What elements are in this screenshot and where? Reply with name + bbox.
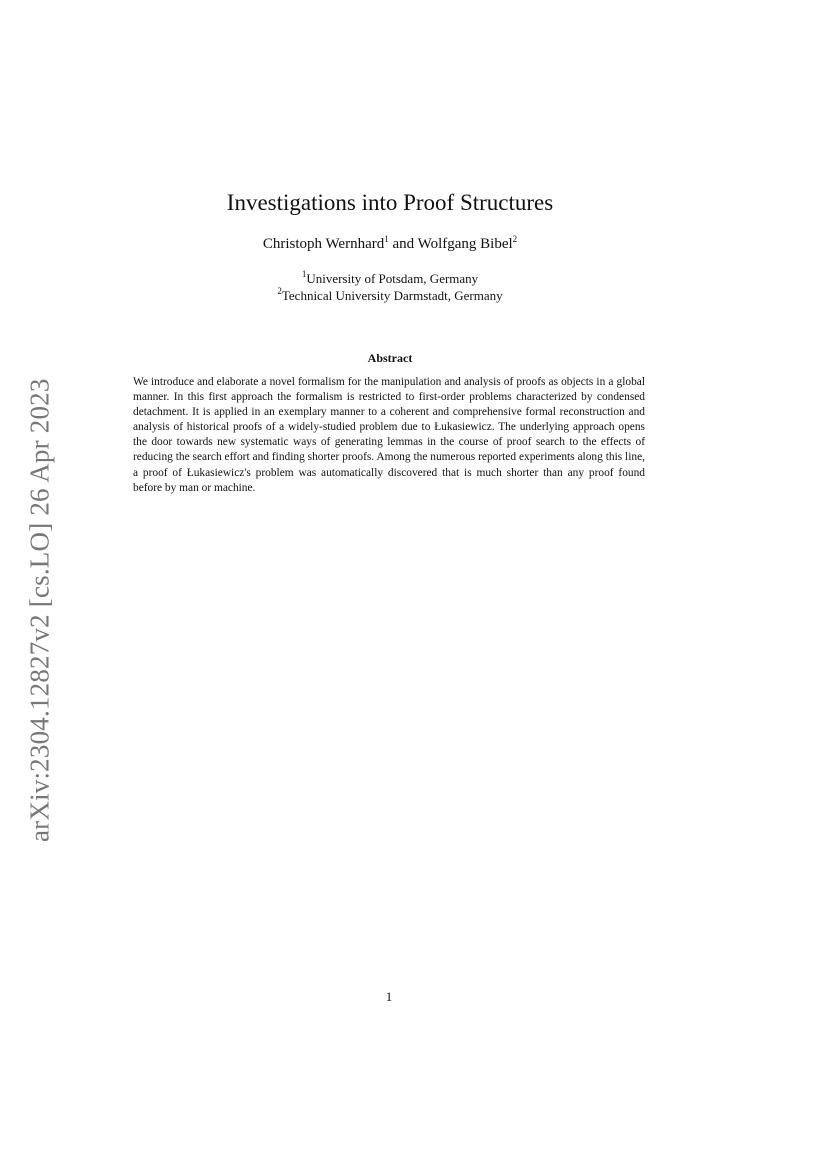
affiliation-text: Technical University Darmstadt, Germany (281, 288, 503, 303)
affiliation-mark: 1 (301, 269, 307, 279)
author-line (130, 236, 650, 253)
arxiv-identifier-stamp: arXiv:2304.12827v2 [cs.LO] 26 Apr 2023 (24, 378, 55, 842)
affiliation-mark: 1 (384, 234, 389, 244)
author-separator: and (388, 236, 418, 252)
page-number: 1 (385, 989, 393, 1004)
abstract-heading: Abstract (367, 351, 413, 365)
affiliations (130, 270, 650, 304)
author-name: Christoph Wernhard (262, 236, 385, 252)
affiliation-line (130, 270, 650, 287)
affiliation-mark: 2 (512, 234, 518, 244)
abstract-body: We introduce and elaborate a novel formalism for the manipulation and analysis of proofs as objects in a global manner. In this first approach the formalism is restricted to first-order problems characterized by condensed detachment. It is applied in an exemplary manner to a coherent and comprehensive formal reconstruction and analysis of historical proofs of a widely-studied problem due to Łukasiewicz. The underlying approach opens the door towards new systematic ways of generating lemmas in the course of proof search to the effects of reducing the search effort and finding shorter proofs. Among the numerous reported experiments along this line, a proof of Łukasiewicz's problem was automatically discovered that is much shorter than any proof found before by man or machine. (133, 376, 645, 494)
affiliation-mark: 2 (277, 286, 282, 296)
author-name: Wolfgang Bibel (417, 236, 513, 252)
affiliation-line (130, 287, 650, 304)
paper-title: Investigations into Proof Structures (226, 190, 554, 215)
affiliation-text: University of Potsdam, Germany (306, 271, 479, 286)
